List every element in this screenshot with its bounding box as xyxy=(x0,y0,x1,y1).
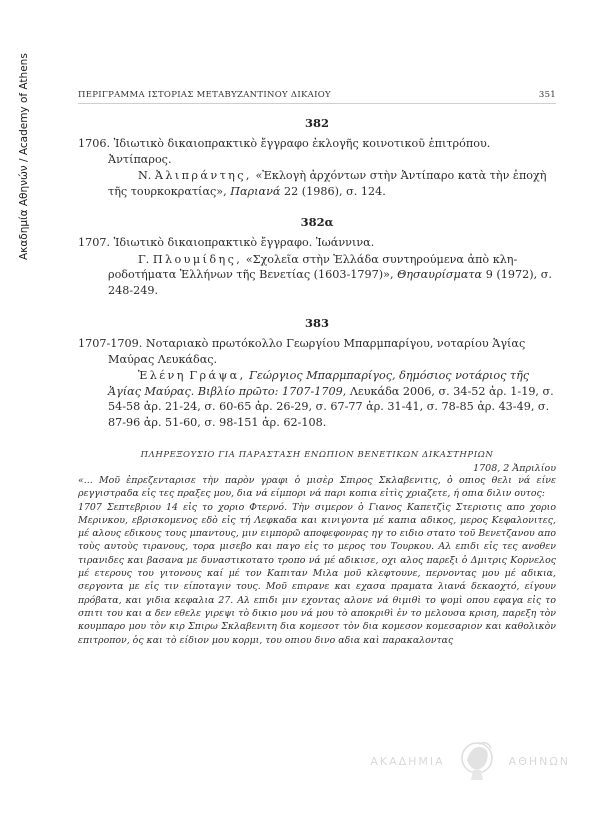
entry-heading xyxy=(78,235,556,251)
bibliography xyxy=(78,252,556,299)
entry-description: Νοταριακὸ πρωτόκολλο Γεωργίου Μπαρμπαρίγου, νοταρίου Ἁγίας Μαύρας Λευκάδας. xyxy=(108,337,526,366)
entry-number: 1707. xyxy=(78,236,111,249)
author-surname: Γράψα, xyxy=(189,369,246,382)
citation-volume: 9 xyxy=(485,268,493,281)
journal-name: Θησαυρίσματα xyxy=(397,268,483,281)
page-number: 351 xyxy=(538,90,556,100)
entry-description: Ἰδιωτικὸ δικαιοπρακτικὸ ἔγγραφο ἐκλογῆς κοινοτικοῦ ἐπιτρόπου. Ἀντίπαρος. xyxy=(108,137,491,166)
article-title: «Ἐκλογὴ ἀρχόντων στὴν Ἀντίπαρο κατὰ τὴν ἐποχὴ τῆς τουρκοκρατίας», xyxy=(108,169,547,198)
watermark-left-text: ΑΚΑΔΗΜΙΑ xyxy=(370,754,445,768)
quote-body: 1707 Σεπτεβριου 14 εἰς το χοριο Φτερνό. Τὴν σιμερον ὁ Γιανος Καπετζὶς Στεριοτις απο χοριο Μερινκου, εβρισκομενος εδὸ εἰς τή Λεφκαδα και κινιγοντα μέ καπια αδικος, μερος Κεφαλονιτες, μέ αλους εδικους τους μπαντους, μιν ειμπορῶ αποφεφονρας ηγ το ειδιο στατο τοῦ Βενετζανου απο τοὺς αυτοὺς τιρανους, τορα μισεβο και παγο εἰς το μερος του Τουρκου. Αλ επιδι εἰς τες ανοθεν τιρανιδες και βασανα με δυναστικοτατο τροπο νά μέ αδικισε, οχι αλος παρεξι ὁ Δμιτρις Κορνελος μέ ετερους του γιτονους καί μέ τον Καπιταν Μιλα μοῦ κλεφτουνε, περνοντας μου μέ αδικια, σεργοντα με εἰς τιν είποταγιν τους. Μοῦ επιρανε και εχασα πραματα λιανά δεκαοχτό, είγουν πρόβατα, και γιδια κεφαλια 27. Αλ επιδι μιν εχοντας αλονε νά θιμιθὶ το ψομὶ οπου εφαγα εἰς το σπιτι του και α δεν εθελε γιρεψι τὸ δικιο μου νά μου τὸ αποκριθὶ ἐν τo μελουσα κριση, παρεξη τὸν κουμπαρο μου τὸν κιρ Σπιρω Σκλαβενιτη δια κομεσοτ τὸν δια κομεσον κομεσαριον και καθολικὸν επιτροπον, ὁς και τὸ είδιον μου κορμι, του οπιου δινο αδια καὶ παρακαλοντας xyxy=(78,501,556,646)
citation-details-3: 62-108. xyxy=(283,415,327,429)
academy-watermark xyxy=(370,738,570,784)
article-title-part2: ροδοτήματα Ἑλλήνων τῆς Βενετίας (1603-1797)», xyxy=(108,268,394,281)
author-given-name: Ἑλένη xyxy=(138,369,186,382)
section-number-382: 382 xyxy=(304,116,329,130)
entry-heading xyxy=(78,336,556,367)
author-surname: Ἀλιπράντης, xyxy=(154,169,252,182)
running-head-title: ΠΕΡΙΓΡΑΜΜΑ ΙΣΤΟΡΙΑΣ ΜΕΤΑΒΥΖΑΝΤΙΝΟΥ ΔΙΚΑΙΟΥ xyxy=(78,90,331,100)
entry-1707-1709 xyxy=(78,336,556,430)
journal-name: Παριανά xyxy=(230,184,281,198)
citation-details: (1972), σ. 248-249. xyxy=(108,268,552,297)
article-title-part1: «Σχολεῖα στὴν Ἑλλάδα συντηρούμενα ἀπὸ κλη- xyxy=(245,252,518,266)
citation-details: 22 (1986), σ. 124. xyxy=(283,184,386,198)
entry-description: Ἰδιωτικὸ δικαιοπρακτικὸ ἔγγραφο. Ἰωάννινα. xyxy=(113,236,375,249)
quote-intro: «... Μοῦ ἐπρεζενταρισε τὴν παρὸν γραφι ὁ μισὲρ Σπιρος Σκλαβενιτις, ὁ οπιος θελι νά είνε ρεγγιστραδα εἰς τες πραξες μου, δια νά είμπορι νά παρι κοπια εἰτὶς χριαζετε, ή οπια διλιν ουτος: xyxy=(78,475,556,500)
bibliography xyxy=(78,368,556,430)
quote-heading: ΠΛΗΡΕΞΟΥΣΙΟ ΓΙΑ ΠΑΡΑΣΤΑΣΗ ΕΝΩΠΙΟΝ ΒΕΝΕΤΙΚΩΝ ΔΙΚΑΣΤΗΡΙΩΝ xyxy=(140,450,494,460)
author-initial: Γ. xyxy=(138,252,150,266)
section-number-383: 383 xyxy=(304,316,329,330)
book-title: Γεώργιος Μπαρμπαρίγος, δημόσιος νοτάριος τῆς Ἁγίας Μαύρας. Βιβλίο πρῶτο: 1707-1709, xyxy=(108,369,530,398)
citation-details-1: Λευκάδα 2006, σ. 34-52 ἀρ. 1-19, σ. 54-58 ἀρ. 21-24, σ. 60-65 ἀρ. 26-29, σ. 67-77 xyxy=(108,384,554,413)
entry-number: 1707-1709. xyxy=(78,337,143,350)
entry-number: 1706. xyxy=(78,137,111,150)
section-number-382a: 382α xyxy=(300,215,334,229)
side-stamp-text: Ακαδημία Αθηνών / Academy of Athens xyxy=(18,53,30,260)
running-head xyxy=(78,90,556,104)
author-initial: Ν. xyxy=(138,169,152,182)
bibliography xyxy=(78,168,556,199)
entry-1706 xyxy=(78,136,556,199)
page xyxy=(78,90,556,647)
quote-date: 1708, 2 Ἀπριλίου xyxy=(473,463,556,474)
entry-1707 xyxy=(78,235,556,298)
entry-heading xyxy=(78,136,556,167)
watermark-right-text: ΑΘΗΝΩΝ xyxy=(508,754,570,768)
quote-text xyxy=(78,474,556,647)
side-stamp xyxy=(4,40,30,260)
athena-head-icon xyxy=(457,738,497,784)
citation-details-2: ἀρ. 31-41, σ. 78-85 ἀρ. 43-49, σ. 87-96 ἀρ. 51-60, σ. 98-151 ἀρ. xyxy=(108,400,550,429)
author-surname: Πλουμίδης, xyxy=(152,252,243,266)
